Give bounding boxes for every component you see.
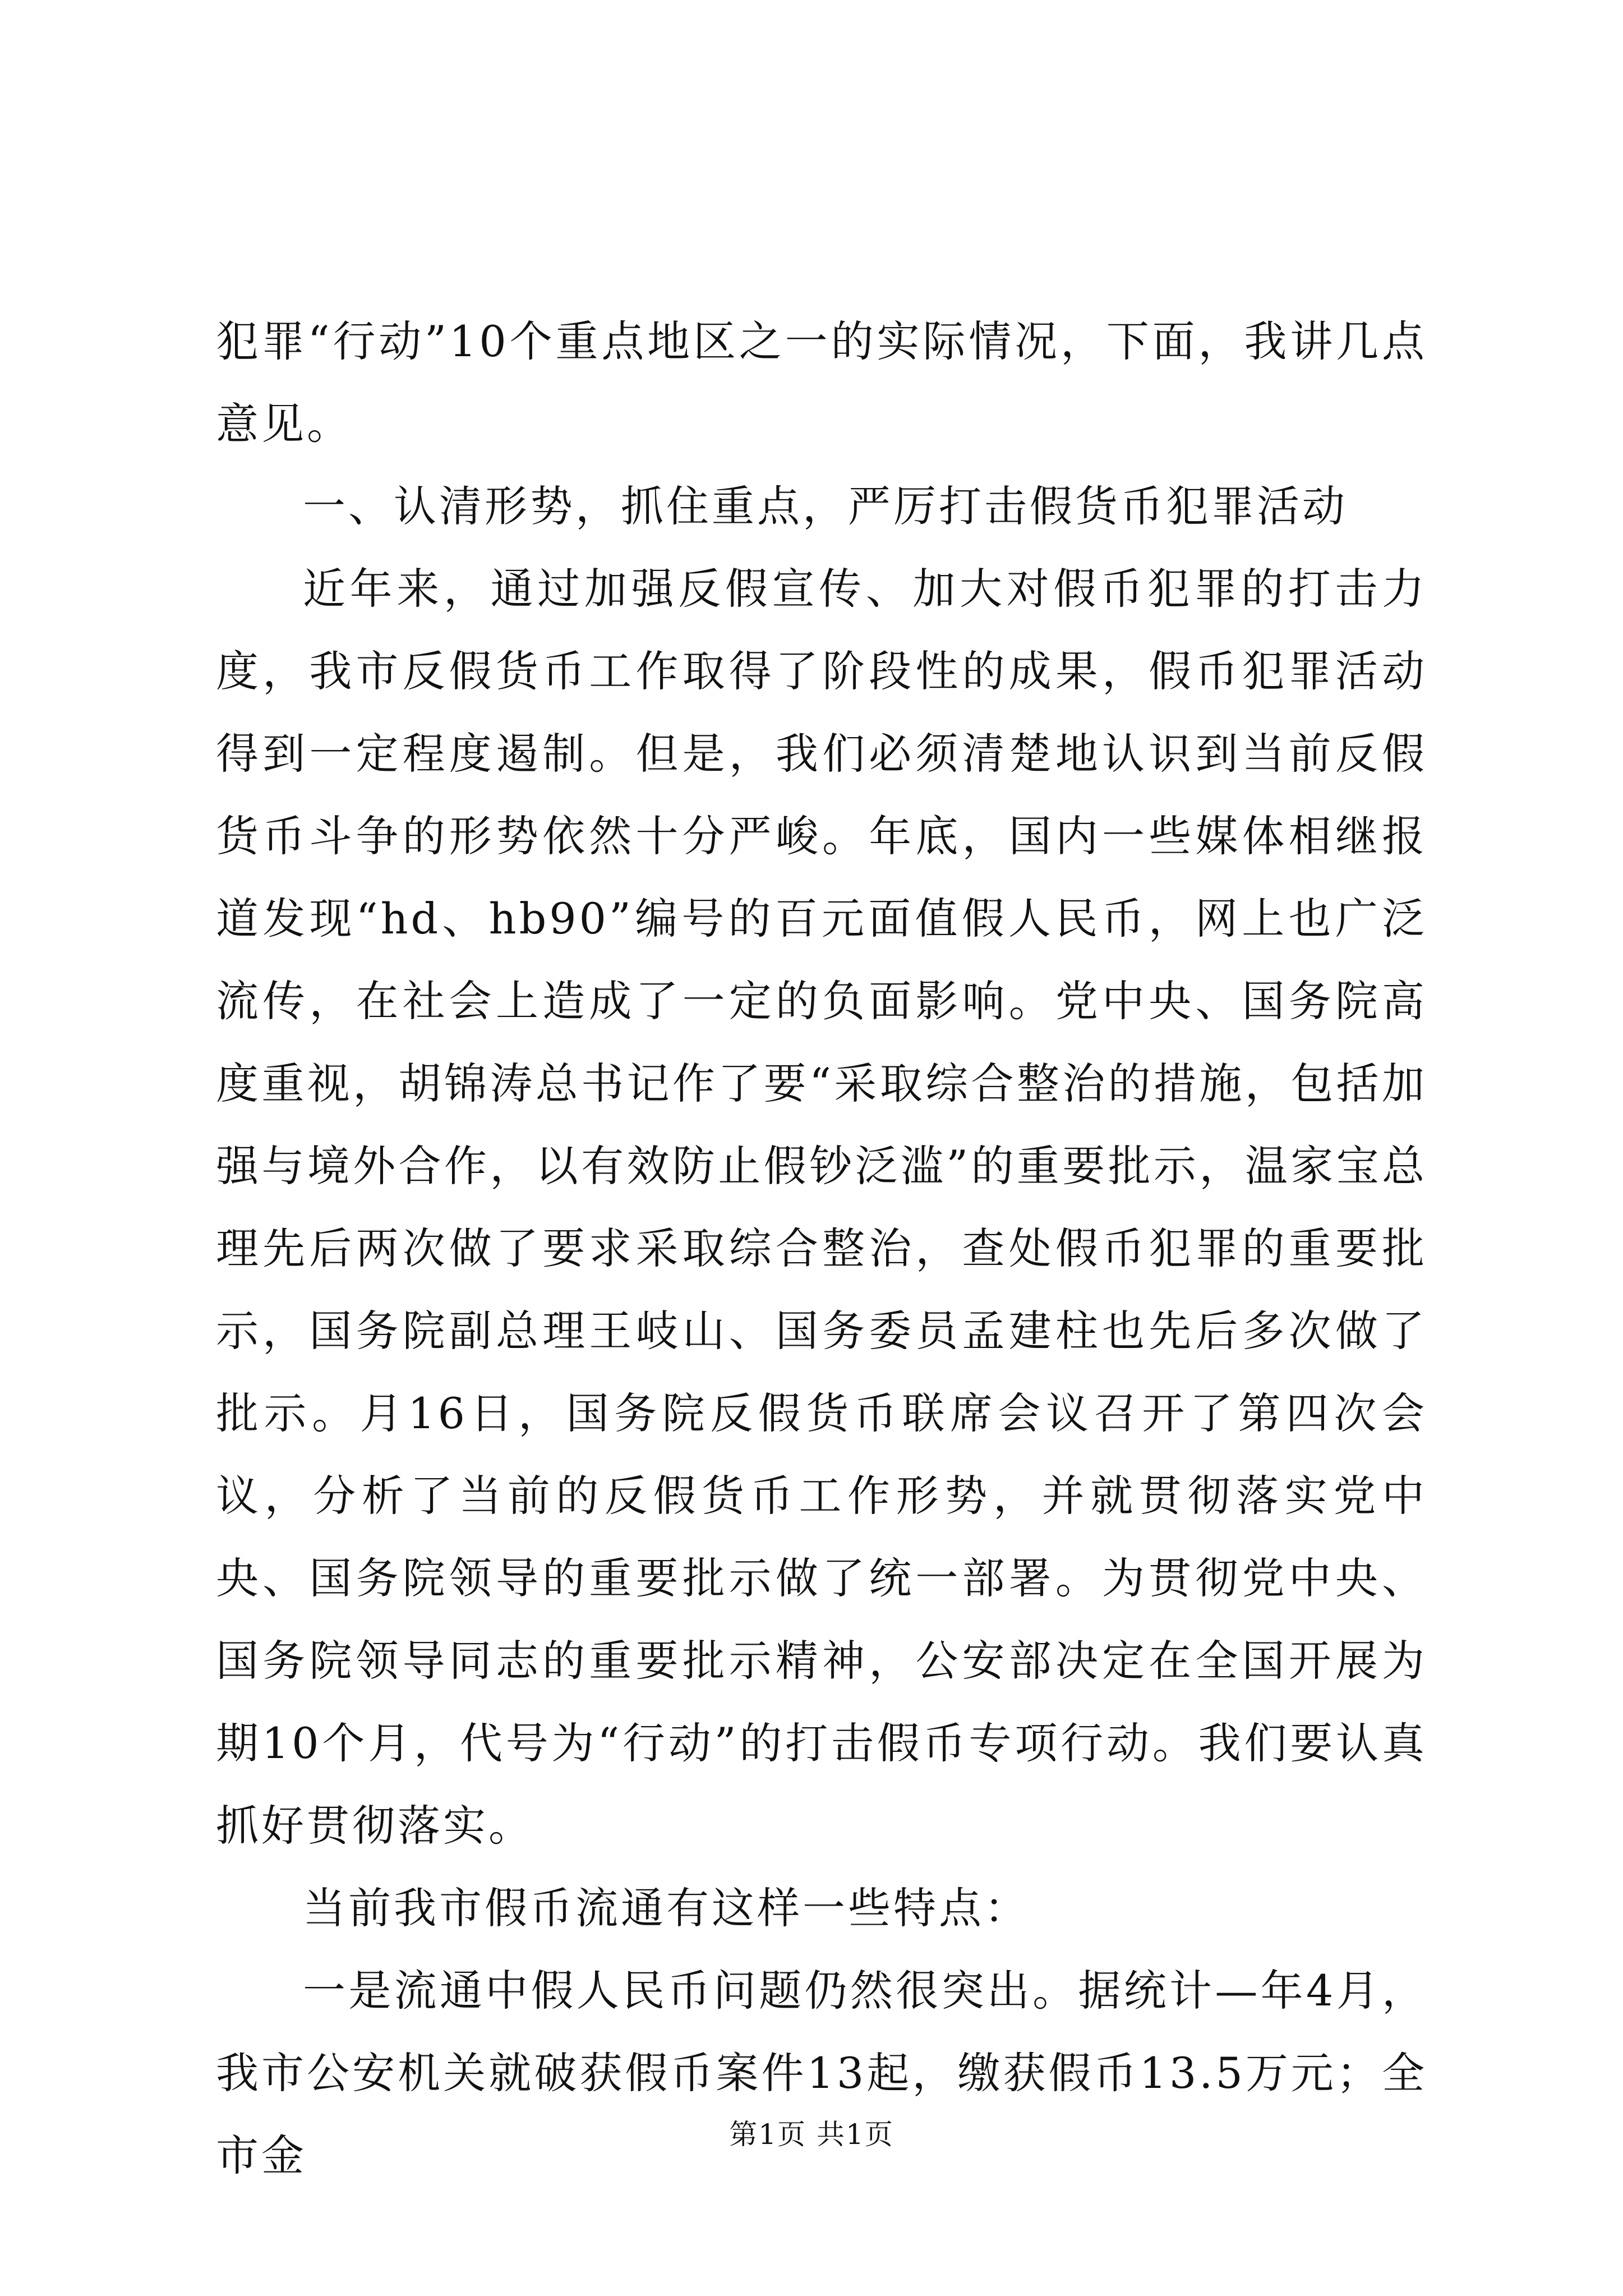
- paragraph-feature-one: 一是流通中假人民币问题仍然很突出。据统计—年4月，我市公安机关就破获假币案件13起，缴获假币13.5万元；全市金: [216, 1966, 1427, 2180]
- document-body: [216, 300, 1427, 2197]
- page-footer: 第1页 共1页: [729, 2118, 894, 2151]
- paragraph-features-intro: 当前我市假币流通有这样一些特点：: [303, 1883, 1030, 1933]
- paragraph-situation: 近年来，通过加强反假宣传、加大对假币犯罪的打击力度，我市反假货币工作取得了阶段性的成果，假币犯罪活动得到一定程度遏制。但是，我们必须清楚地认识到当前反假货币斗争的形势依然十分严峻。年底，国内一些媒体相继报道发现“hd、hb90”编号的百元面值假人民币，网上也广泛流传，在社会上造成了一定的负面影响。党中央、国务院高度重视，胡锦涛总书记作了要“采取综合整治的措施，包括加强与境外合作，以有效防止假钞泛滥”的重要批示，温家宝总理先后两次做了要求采取综合整治，查处假币犯罪的重要批示，国务院副总理王岐山、国务委员孟建柱也先后多次做了批示。月16日，国务院反假货币联席会议召开了第四次会议，分析了当前的反假货币工作形势，并就贯彻落实党中央、国务院领导的重要批示做了统一部署。为贯彻党中央、国务院领导同志的重要批示精神，公安部决定在全国开展为期10个月，代号为“行动”的打击假币专项行动。我们要认真抓好贯彻落实。: [216, 564, 1427, 1851]
- paragraph-continuation: 犯罪“行动”10个重点地区之一的实际情况，下面，我讲几点意见。: [216, 316, 1427, 449]
- section-heading: 一、认清形势，抓住重点，严厉打击假货币犯罪活动: [303, 481, 1348, 531]
